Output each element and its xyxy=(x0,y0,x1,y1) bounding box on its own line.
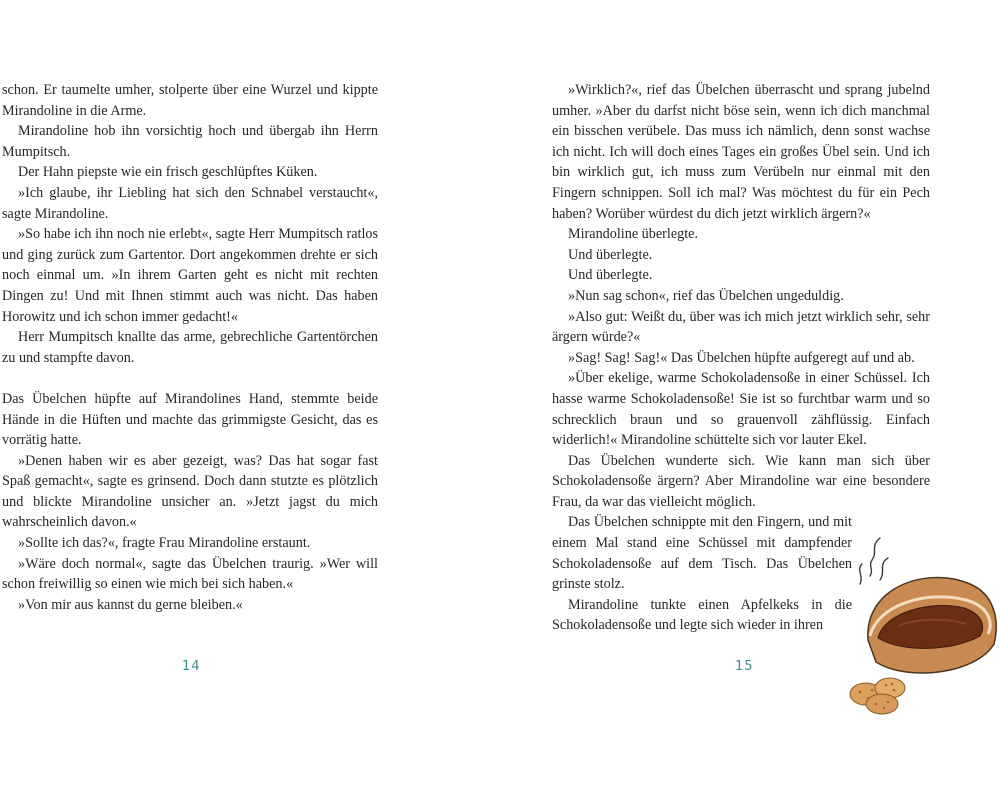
paragraph: Und überlegte. xyxy=(568,246,653,263)
paragraph: Das Übelchen wunderte sich. Wie kann man sich über Schokoladensoße ärgern? Aber Mirandoline war eine besondere Frau, da war das vielleicht möglich. xyxy=(552,452,930,510)
paragraph: »So habe ich ihn noch nie erlebt«, sagte Herr Mumpitsch ratlos und ging zurück zum Gartentor. Dort angekommen drehte er sich noch einmal um. »In ihrem Garten geht es nicht mit rechten Dingen zu! Und mit Ihnen stimmt auch was nicht. Das haben Horowitz und ich schon immer gedacht!« xyxy=(2,226,378,325)
cookies xyxy=(850,678,905,714)
paragraph: »Sollte ich das?«, fragte Frau Mirandoline erstaunt. xyxy=(18,535,311,552)
chocolate-sauce-bowl-icon xyxy=(848,528,1000,720)
right-page xyxy=(500,0,1000,800)
paragraph: Der Hahn piepste wie ein frisch geschlüpftes Küken. xyxy=(18,164,318,181)
paragraph: Mirandoline überlegte. xyxy=(568,226,699,243)
page-number: 14 xyxy=(182,659,201,674)
paragraph: »Denen haben wir es aber gezeigt, was? Das hat sogar fast Spaß gemacht«, sagte es grinsend. Doch dann stutzte es plötzlich und blickte Mirandoline unsicher an. »Jetzt jagst du mich wahrscheinlich davon.« xyxy=(2,452,378,531)
paragraph: »Wäre doch normal«, sagte das Übelchen traurig. »Wer will schon freiwillig so einen wie mich bei sich haben.« xyxy=(2,555,378,593)
page-number: 15 xyxy=(735,659,754,674)
left-page-text xyxy=(2,80,378,615)
paragraph: Und überlegte. xyxy=(568,267,653,284)
paragraph: »Über ekelige, warme Schokoladensoße in einer Schüssel. Ich hasse warme Schokoladensoße! Sie ist so furchtbar warm und so schrecklich braun und so grauenvoll zähflüssig. Einfach widerlich!« Mirandoline schüttelte sich vor lauter Ekel. xyxy=(552,370,930,449)
paragraph: »Wirklich?«, rief das Übelchen überrascht und sprang jubelnd umher. »Aber du darfst nicht böse sein, wenn ich dich manchmal ein bisschen verübele. Das muss ich nämlich, denn sonst wachse ich nicht. Ich will doch eines Tages ein großes Übel sein. Und ich bin wirklich gut, ich muss zum Verübeln nur einmal mit den Fingern schnippen. Soll ich mal? Was möchtest du für ein Pech haben? Worüber würdest du dich jetzt wirklich ärgern?« xyxy=(552,82,930,222)
paragraph: Herr Mumpitsch knallte das arme, gebrechliche Gartentörchen zu und stampfte davon. xyxy=(2,329,378,366)
paragraph: »Ich glaube, ihr Liebling hat sich den Schnabel verstaucht«, sagte Mirandoline. xyxy=(2,184,378,222)
paragraph: Mirandoline hob ihn vorsichtig hoch und übergab ihn Herrn Mumpitsch. xyxy=(2,123,378,160)
paragraph: Das Übelchen schnippte mit den Fingern, und mit einem Mal stand eine Schüssel mit dampfender Schokoladensoße auf dem Tisch. Das Übelchen grinste stolz. xyxy=(552,514,852,593)
steam-lines xyxy=(860,538,888,584)
paragraph: »Nun sag schon«, rief das Übelchen ungeduldig. xyxy=(568,287,844,304)
paragraph: »Von mir aus kannst du gerne bleiben.« xyxy=(18,596,243,613)
paragraph: »Sag! Sag! Sag!« Das Übelchen hüpfte aufgeregt auf und ab. xyxy=(568,349,915,366)
paragraph: schon. Er taumelte umher, stolperte über eine Wurzel und kippte Mirandoline in die Arme. xyxy=(2,82,378,119)
paragraph: »Also gut: Weißt du, über was ich mich jetzt wirklich sehr, sehr ärgern würde?« xyxy=(552,308,930,346)
paragraph: Das Übelchen hüpfte auf Mirandolines Hand, stemmte beide Hände in die Hüften und machte das grimmigste Gesicht, das es vorrätig hatte. xyxy=(2,390,378,449)
paragraph: Mirandoline tunkte einen Apfelkeks in die Schokoladensoße und legte sich wieder in ihren xyxy=(552,596,852,634)
